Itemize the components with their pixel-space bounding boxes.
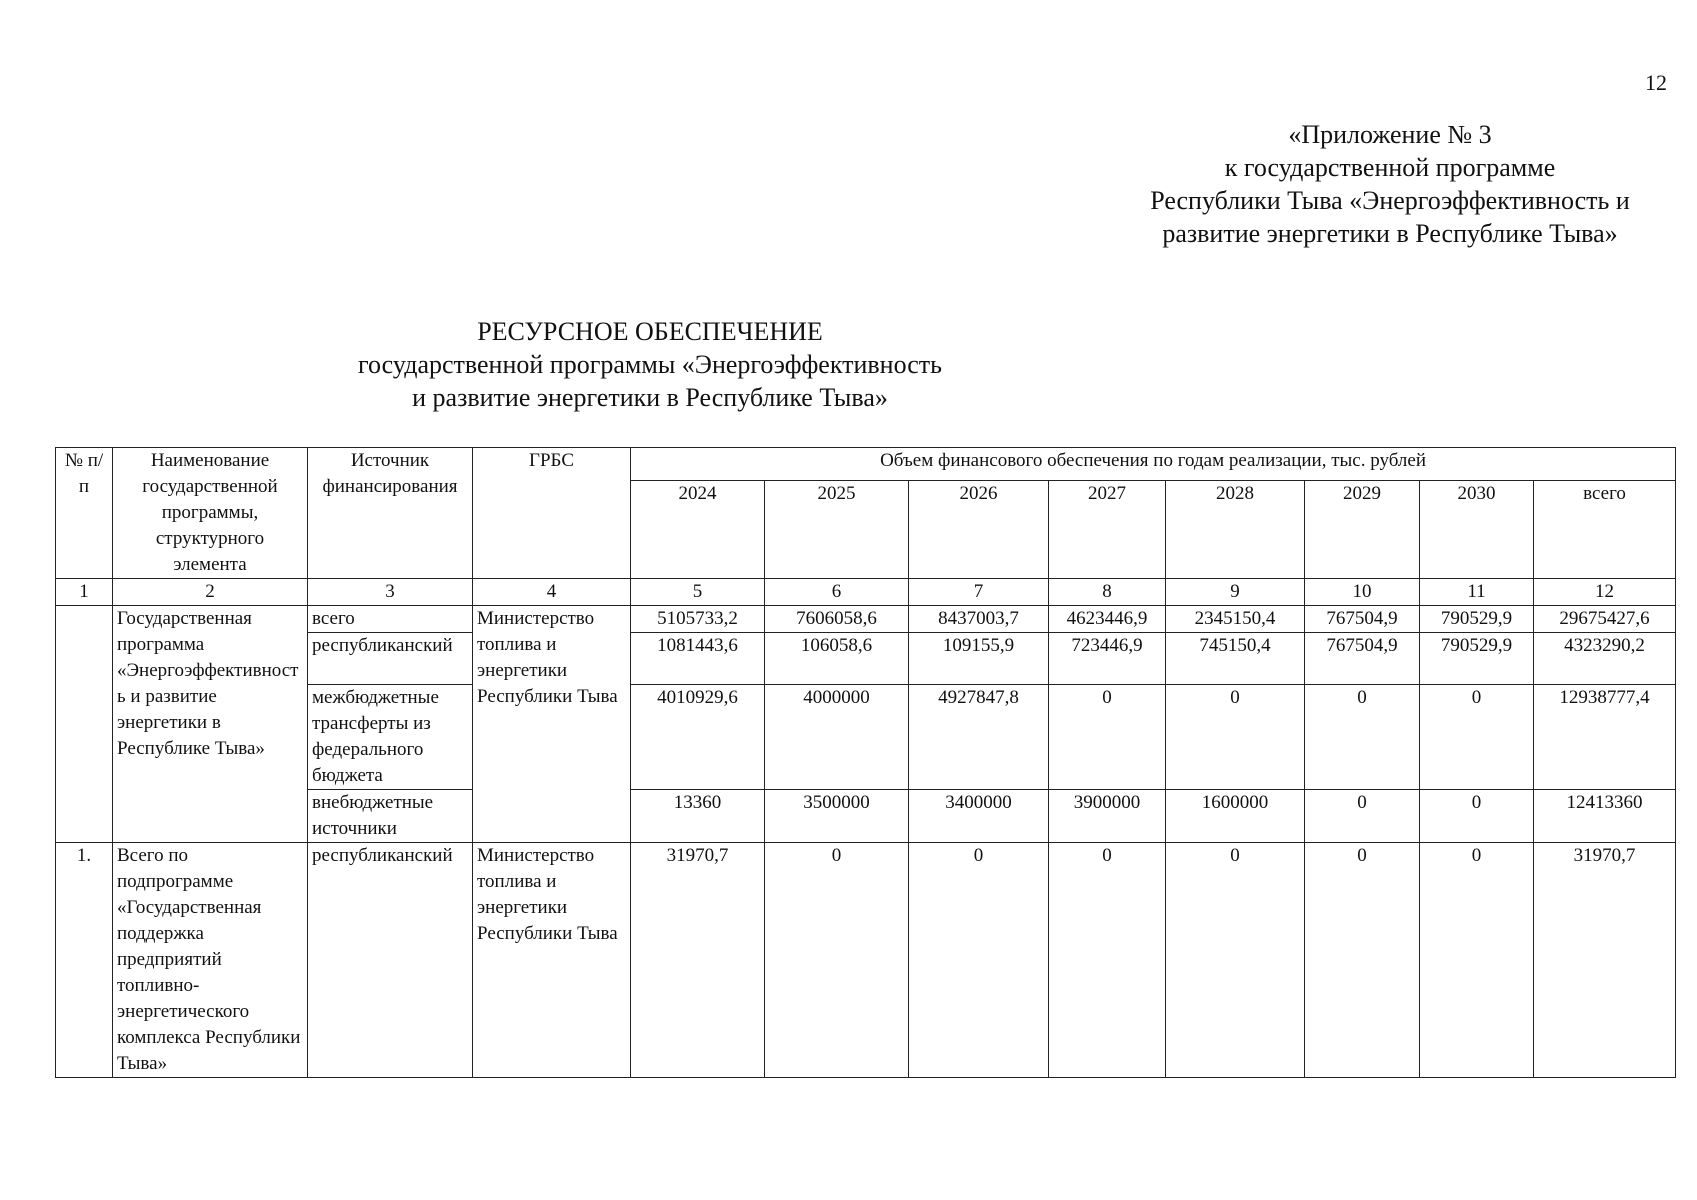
value-cell: 745150,4: [1166, 633, 1305, 685]
appendix-line-1: «Приложение № 3: [1288, 120, 1492, 149]
appendix-caption: [1100, 118, 1680, 250]
title-line-2: государственной программы «Энергоэффективность: [358, 350, 942, 379]
subprogram-source: республиканский: [308, 843, 473, 1078]
program-source-total: всего: [308, 606, 473, 633]
program-name: Государственная программа «Энергоэффективность и развитие энергетики в Республике Тыва»: [113, 606, 308, 843]
value-cell: 0: [765, 843, 909, 1078]
header-name: Наименование государственной программы, структурного элемента: [113, 448, 308, 579]
appendix-line-2: к государственной программе: [1224, 153, 1556, 182]
col-number: 7: [909, 579, 1049, 606]
value-cell: 767504,9: [1305, 633, 1420, 685]
header-row: [56, 448, 1676, 481]
value-cell: 4927847,8: [909, 685, 1049, 790]
program-source-offbudget: внебюджетные источники: [308, 790, 473, 843]
value-cell: 12413360: [1534, 790, 1676, 843]
value-cell: 0: [1420, 843, 1534, 1078]
value-cell: 13360: [631, 790, 765, 843]
value-cell: 0: [1049, 685, 1166, 790]
value-cell: 7606058,6: [765, 606, 909, 633]
header-year: 2027: [1049, 481, 1166, 579]
title-line-1: РЕСУРСНОЕ ОБЕСПЕЧЕНИЕ: [477, 317, 823, 346]
program-source-republican: республиканский: [308, 633, 473, 685]
document-title: [330, 315, 970, 414]
value-cell: 0: [1166, 843, 1305, 1078]
value-cell: 790529,9: [1420, 606, 1534, 633]
value-cell: 4000000: [765, 685, 909, 790]
col-number: 10: [1305, 579, 1420, 606]
header-year: 2028: [1166, 481, 1305, 579]
header-year: 2030: [1420, 481, 1534, 579]
value-cell: 4623446,9: [1049, 606, 1166, 633]
program-num: [56, 606, 113, 843]
value-cell: 790529,9: [1420, 633, 1534, 685]
value-cell: 3900000: [1049, 790, 1166, 843]
value-cell: 0: [1166, 685, 1305, 790]
value-cell: 31970,7: [1534, 843, 1676, 1078]
value-cell: 0: [909, 843, 1049, 1078]
program-grbs: Министерство топлива и энергетики Республики Тыва: [473, 606, 631, 843]
col-number: 8: [1049, 579, 1166, 606]
header-year: 2024: [631, 481, 765, 579]
col-number: 3: [308, 579, 473, 606]
value-cell: 109155,9: [909, 633, 1049, 685]
header-grbs: ГРБС: [473, 448, 631, 579]
col-number: 9: [1166, 579, 1305, 606]
page-number: 12: [1645, 70, 1667, 95]
value-cell: 31970,7: [631, 843, 765, 1078]
subprogram-grbs: Министерство топлива и энергетики Республики Тыва: [473, 843, 631, 1078]
title-line-3: и развитие энергетики в Республике Тыва»: [412, 383, 888, 412]
col-number: 6: [765, 579, 909, 606]
resource-table: [55, 447, 1676, 1078]
value-cell: 5105733,2: [631, 606, 765, 633]
value-cell: 3500000: [765, 790, 909, 843]
value-cell: 1081443,6: [631, 633, 765, 685]
col-number: 1: [56, 579, 113, 606]
value-cell: 0: [1049, 843, 1166, 1078]
header-volume: Объем финансового обеспечения по годам реализации, тыс. рублей: [631, 448, 1676, 481]
subprogram-row: [56, 843, 1676, 1078]
subprogram-num: 1.: [56, 843, 113, 1078]
col-number: 11: [1420, 579, 1534, 606]
value-cell: 0: [1420, 685, 1534, 790]
subprogram-name: Всего по подпрограмме «Государственная поддержка предприятий топливно-энергетического комплекса Республики Тыва»: [113, 843, 308, 1078]
program-source-transfers: межбюджетные трансферты из федерального бюджета: [308, 685, 473, 790]
value-cell: 767504,9: [1305, 606, 1420, 633]
col-number: 2: [113, 579, 308, 606]
header-year: 2025: [765, 481, 909, 579]
program-row-total: [56, 606, 1676, 633]
column-numbers-row: [56, 579, 1676, 606]
header-total: всего: [1534, 481, 1676, 579]
value-cell: 3400000: [909, 790, 1049, 843]
value-cell: 4010929,6: [631, 685, 765, 790]
col-number: 5: [631, 579, 765, 606]
value-cell: 0: [1305, 790, 1420, 843]
value-cell: 106058,6: [765, 633, 909, 685]
header-source: Источник финансирования: [308, 448, 473, 579]
appendix-line-3: Республики Тыва «Энергоэффективность и: [1150, 186, 1630, 215]
col-number: 12: [1534, 579, 1676, 606]
value-cell: 1600000: [1166, 790, 1305, 843]
value-cell: 12938777,4: [1534, 685, 1676, 790]
value-cell: 0: [1420, 790, 1534, 843]
value-cell: 4323290,2: [1534, 633, 1676, 685]
value-cell: 0: [1305, 685, 1420, 790]
value-cell: 723446,9: [1049, 633, 1166, 685]
value-cell: 29675427,6: [1534, 606, 1676, 633]
col-number: 4: [473, 579, 631, 606]
header-year: 2029: [1305, 481, 1420, 579]
value-cell: 2345150,4: [1166, 606, 1305, 633]
appendix-line-4: развитие энергетики в Республике Тыва»: [1162, 219, 1618, 248]
value-cell: 8437003,7: [909, 606, 1049, 633]
value-cell: 0: [1305, 843, 1420, 1078]
header-num: № п/п: [56, 448, 113, 579]
header-year: 2026: [909, 481, 1049, 579]
